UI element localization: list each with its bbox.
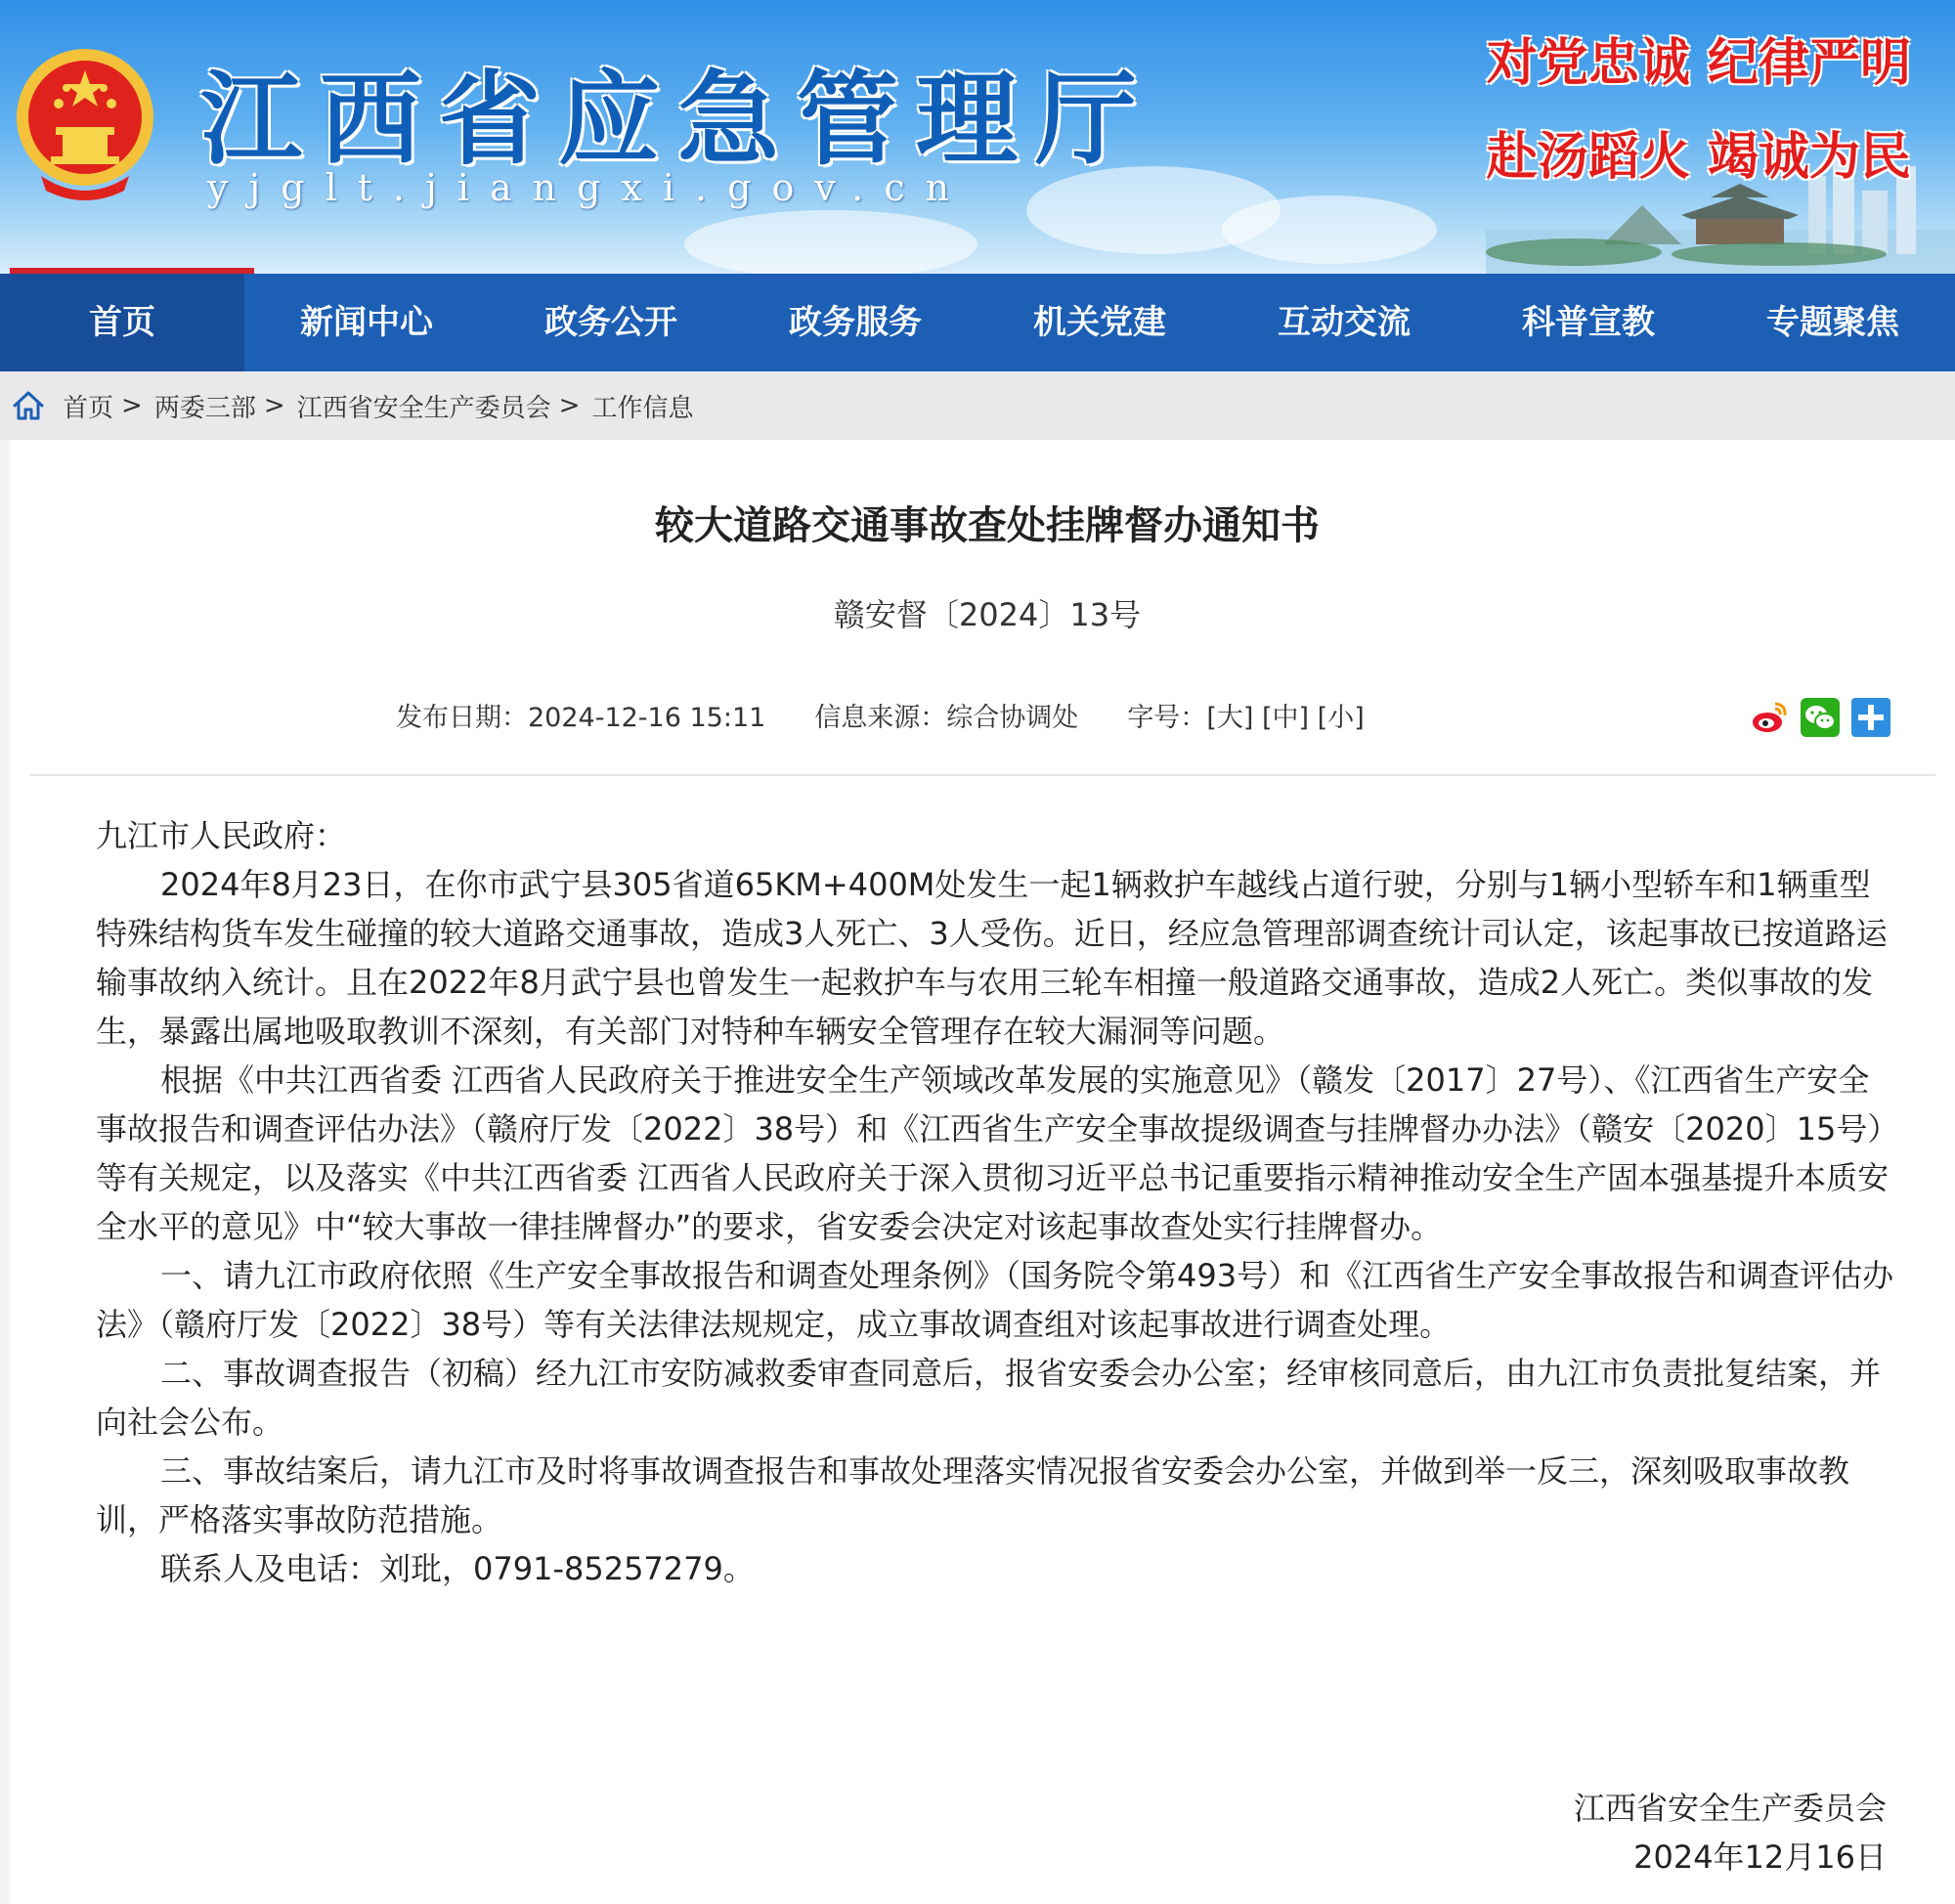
body-paragraph: 2024年8月23日，在你市武宁县305省道65KM+400M处发生一起1辆救护车越线占道行驶，分别与1辆小型轿车和1辆重型特殊结构货车发生碰撞的较大道路交通事故，造成3人死亡、3人受伤。近日，经应急管理部调查统计司认定，该起事故已按道路运输事故纳入统计。且在2022年8月武宁县也曾发生一起救护车与农用三轮车相撞一般道路交通事故，造成2人死亡。类似事故的发生，暴露出属地吸取教训不深刻，有关部门对特种车辆安全管理存在较大漏洞等问题。 — [96, 866, 1888, 1050]
body-paragraph: 二、事故调查报告（初稿）经九江市安防减救委审查同意后，报省安委会办公室；经审核同意后，由九江市负责批复结案，并向社会公布。 — [96, 1355, 1882, 1441]
contact-line: 联系人及电话：刘玭，0791-85257279。 — [160, 1550, 755, 1587]
signature-block — [1574, 1784, 1887, 1882]
breadcrumb-separator: > — [263, 391, 285, 420]
site-banner — [0, 0, 1955, 274]
body-paragraph: 一、请九江市政府依照《生产安全事故报告和调查处理条例》（国务院令第493号）和《江西省生产安全事故报告和调查评估办法》（赣府厅发〔2022〕38号）等有关法律法规规定，成立事故调查组对该起事故进行调查处理。 — [96, 1257, 1894, 1343]
breadcrumb-two-committees[interactable]: 两委三部 — [153, 393, 256, 423]
font-size-large-button[interactable]: [大] — [1206, 703, 1254, 733]
breadcrumb-separator: > — [558, 391, 581, 420]
site-domain: yjglt.jiangxi.gov.cn — [207, 166, 971, 209]
publish-date: 发布日期：2024-12-16 15:11 — [396, 703, 766, 733]
article-meta — [396, 696, 1365, 734]
font-size-medium-button[interactable]: [中] — [1261, 703, 1310, 733]
article-panel — [10, 440, 1955, 1904]
salutation: 九江市人民政府： — [96, 817, 347, 854]
breadcrumb — [0, 371, 1955, 440]
nav-item-home[interactable]: 首页 — [0, 274, 244, 371]
nav-item-special-topics[interactable]: 专题聚焦 — [1766, 303, 1899, 342]
breadcrumb-separator: > — [121, 391, 143, 420]
breadcrumb-safety-committee[interactable]: 江西省安全生产委员会 — [296, 393, 551, 423]
more-share-plus-icon[interactable] — [1851, 698, 1890, 737]
nav-item-interaction[interactable]: 互动交流 — [1278, 303, 1411, 342]
home-icon[interactable] — [12, 389, 45, 422]
national-emblem-icon — [12, 39, 158, 205]
signature-org: 江西省安全生产委员会 — [1573, 1790, 1887, 1827]
body-paragraph: 根据《中共江西省委 江西省人民政府关于推进安全生产领域改革发展的实施意见》（赣发〔2017〕27号）、《江西省生产安全事故报告和调查评估办法》（赣府厅发〔2022〕38号）和《江西省生产安全事故提级调查与挂牌督办办法》（赣安〔2020〕15号）等有关规定，以及落实《中共江西省委 江西省人民政府关于深入贯彻习近平总书记重要指示精神推动安全生产固本强基提升本质安全水平的意见》中“较大事故一律挂牌督办”的要求，省安委会决定对该起事故查处实行挂牌督办。 — [96, 1061, 1890, 1245]
nav-item-science-education[interactable]: 科普宣教 — [1522, 303, 1655, 342]
meta-divider — [29, 774, 1935, 776]
signature-date: 2024年12月16日 — [1633, 1839, 1887, 1876]
font-size-label: 字号： — [1127, 703, 1207, 733]
weibo-share-icon[interactable] — [1750, 698, 1789, 737]
nav-item-news[interactable]: 新闻中心 — [300, 303, 433, 342]
nav-item-gov-services[interactable]: 政务服务 — [789, 303, 922, 342]
body-paragraph: 三、事故结案后，请九江市及时将事故调查报告和事故处理落实情况报省安委会办公室，并做到举一反三，深刻吸取事故教训，严格落实事故防范措施。 — [96, 1452, 1850, 1538]
nav-item-gov-affairs-public[interactable]: 政务公开 — [544, 303, 677, 342]
info-source: 信息来源：综合协调处 — [814, 703, 1079, 733]
font-size-small-button[interactable]: [小] — [1317, 703, 1365, 733]
document-number: 赣安督〔2024〕13号 — [833, 596, 1142, 633]
site-title: 江西省应急管理厅 — [200, 59, 1155, 179]
main-nav — [0, 274, 1955, 371]
breadcrumb-work-info[interactable]: 工作信息 — [591, 393, 694, 423]
cloud-decoration — [1222, 195, 1437, 264]
article-title: 较大道路交通事故查处挂牌督办通知书 — [655, 503, 1320, 548]
breadcrumb-home[interactable]: 首页 — [63, 393, 114, 423]
slogan-line-2: 赴汤蹈火 竭诚为民 — [1486, 127, 1911, 187]
nav-item-party-building[interactable]: 机关党建 — [1033, 303, 1166, 342]
cloud-decoration — [684, 210, 978, 274]
article-body — [96, 811, 1894, 1593]
wechat-share-icon[interactable] — [1801, 698, 1840, 737]
slogan-line-1: 对党忠诚 纪律严明 — [1486, 33, 1911, 93]
